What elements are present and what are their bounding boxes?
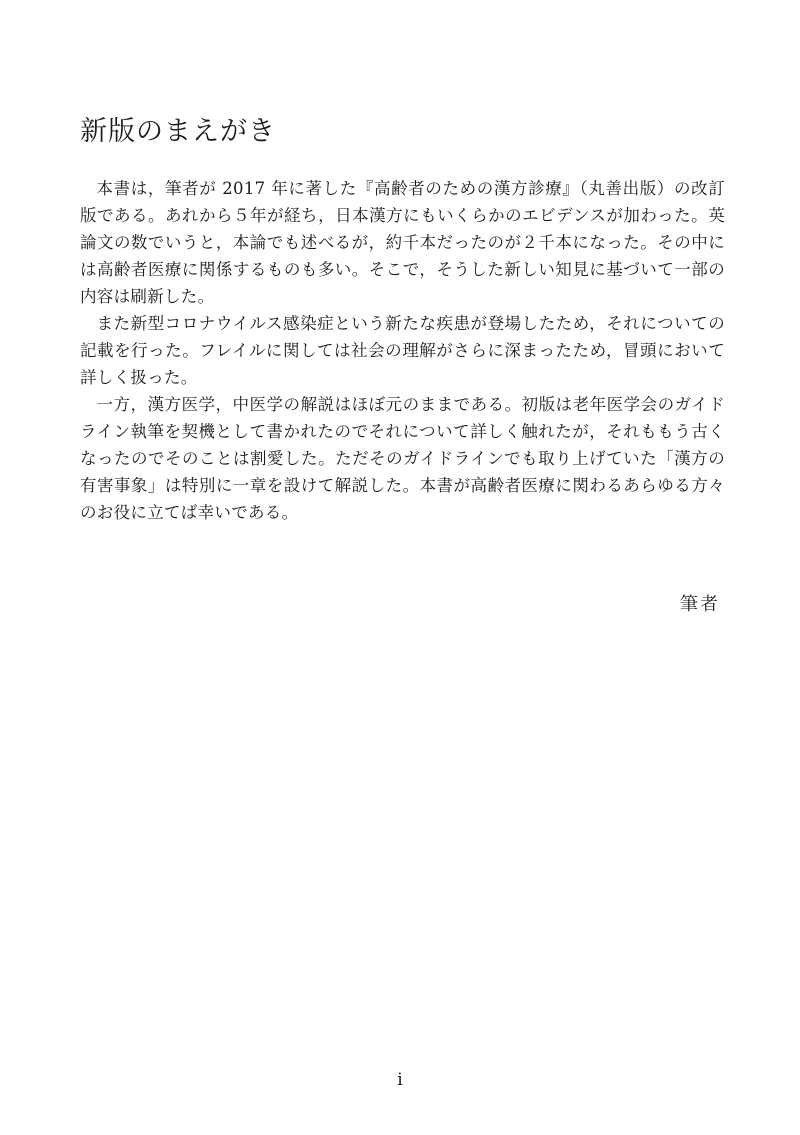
paragraph-1: 本書は，筆者が 2017 年に著した『高齢者のための漢方診療』（丸善出版）の改訂版である。あれから５年が経ち，日本漢方にもいくらかのエビデンスが加わった。英論文の数でいうと，本論でも述べるが，約千本だったのが２千本になった。その中には高齢者医療に関係するものも多い。そこで，そうした新しい知見に基づいて一部の内容は刷新した。	[80, 179, 725, 306]
preface-body	[80, 175, 725, 526]
page-number: i	[397, 1070, 403, 1090]
page-title: 新版のまえがき	[80, 116, 276, 147]
paragraph-2: また新型コロナウイルス感染症という新たな疾患が登場したため，それについての記載を行った。フレイルに関しては社会の理解がさらに深まったため，冒頭において詳しく扱った。	[80, 314, 725, 387]
paragraph-3: 一方，漢方医学，中医学の解説はほぼ元のままである。初版は老年医学会のガイドライン執筆を契機として書かれたのでそれについて詳しく触れたが，それももう古くなったのでそのことは割愛した。ただそのガイドラインでも取り上げていた「漢方の有害事象」は特別に一章を設けて解説した。本書が高齢者医療に関わるあらゆる方々のお役に立てば幸いである。	[80, 395, 725, 522]
author-signature: 筆者	[680, 594, 720, 615]
